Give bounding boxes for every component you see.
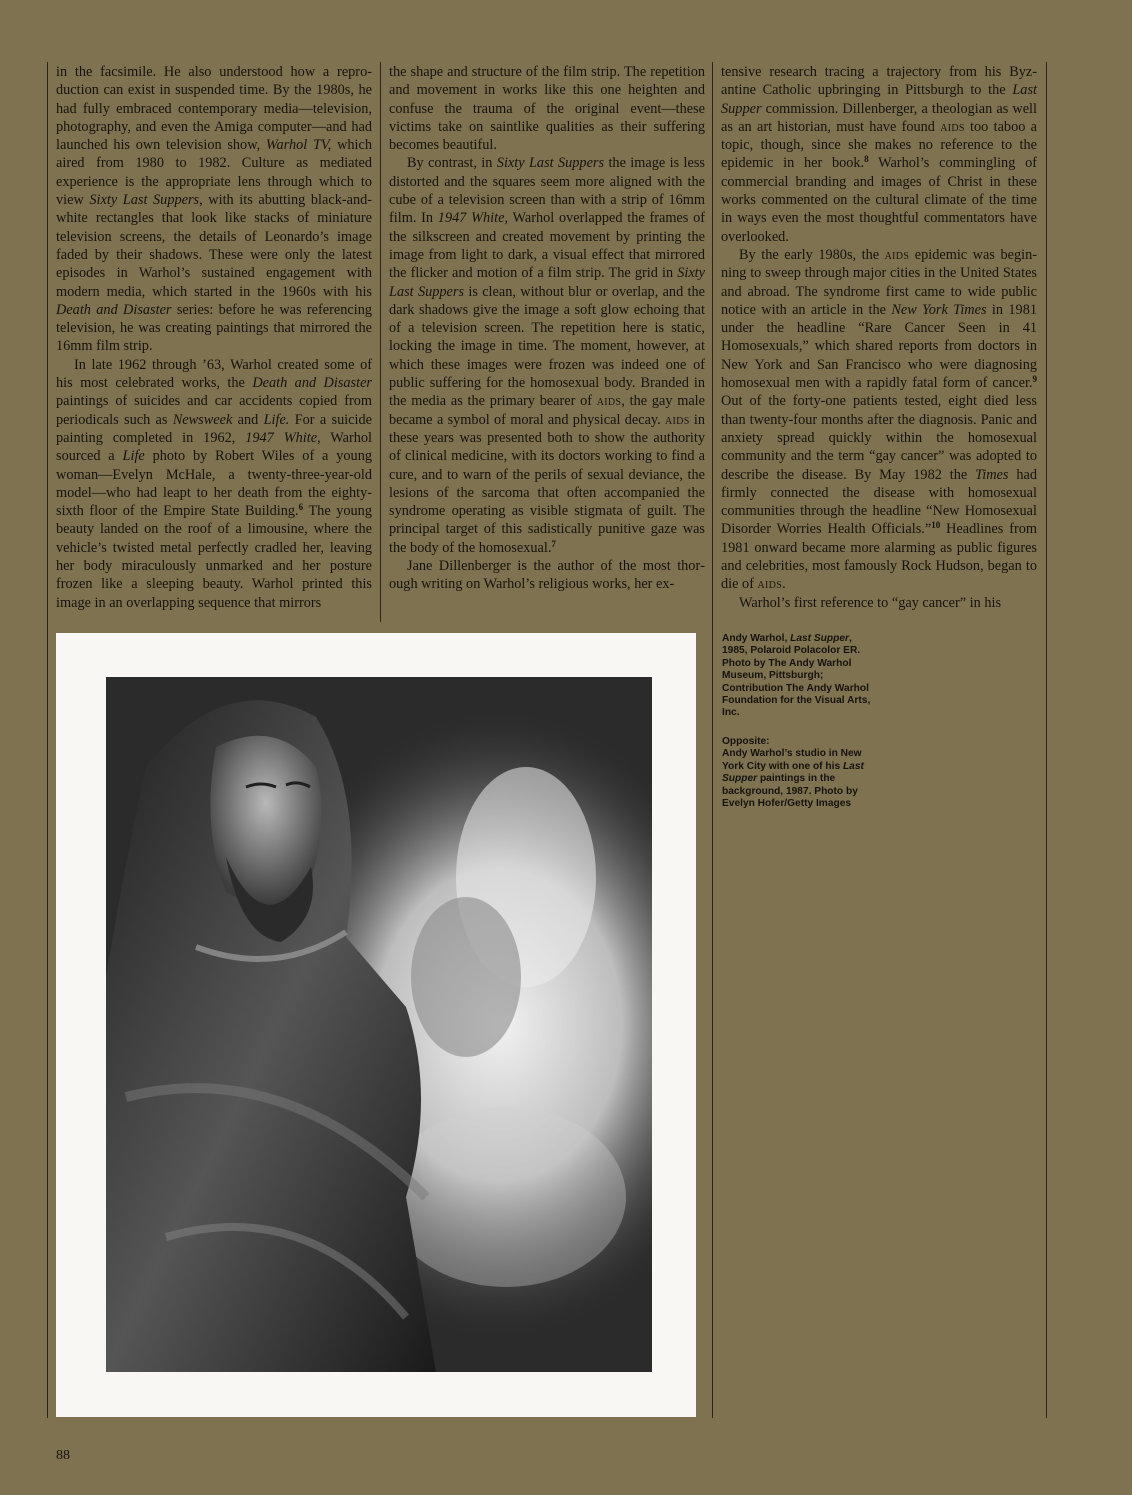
figurine-illustration — [106, 677, 652, 1372]
column-rule-mid1 — [380, 62, 381, 622]
footnote-ref: 9 — [1032, 374, 1037, 385]
paragraph: in the facsimile. He also understood how a reproduction can exist in suspended time. By the 1980s, he had fully embraced contemporary media—television, photography, and even the Amiga computer—and had launched his own television show, Warhol TV, which aired from 1980 to 1982. Culture as mediated experience is the appropriate lens through which to view Sixty Last Suppers, with its abutting black-and-white rectangles that look like stacks of miniature television screens, the details of Leonardo’s image faded by their shadows. These were only the latest episodes in Warhol’s sustained engagement with modern media, which started in the 1960s with his Death and Disaster series: before he was referencing television, he was creating paintings that mirrored the 16mm film strip. — [56, 64, 373, 355]
caption-primary: Andy Warhol, Last Supper, 1985, Polaroid Polacolor ER. Photo by The Andy Warhol Museum, Pittsburgh; Contribution The Andy Warhol Foundation for the Visual Arts, Inc. — [722, 633, 871, 719]
paragraph: By contrast, in Sixty Last Suppers the image is less distorted and the squares seem more aligned with the cube of a television screen than with a strip of 16mm film. In 1947 White, Warhol overlapped the frames of the silkscreen and created movement by printing the image from light to dark, a visual effect that mirrored the flicker and motion of a film strip. The grid in Sixty Last Suppers is clean, without blur or overlap, and the dark shadows give the image a soft glow echoing that of a television screen. The repetition here is static, locking the image in time. The moment, however, at which these images were frozen was indeed one of public suffering for the homosexual body. Branded in the media as the primary bearer of aids, the gay male became a symbol of moral and physical decay. aids in these years was presented both to show the authority of clinical medicine, with its doctors working to find a cure, and to warn of the perils of sexual deviance, the lesions of the sarcoma that often accompanied the syndrome operating as visible stigmata of guilt. The principal target of this sadistically punitive gaze was the body of the homosexual.$^7$ — [389, 155, 706, 556]
paragraph: In late 1962 through ’63, Warhol created some of his most celebrated works, the Death and Disaster paintings of suicides and car accidents copied from periodicals such as Newsweek and Life. For a suicide painting completed in 1962, 1947 White, Warhol sourced a Life photo by Robert Wiles of a young woman—Evelyn McHale, a twenty-three-year-old model—who had leapt to her death from the eighty-sixth floor of the Empire State Building.$^6$ The young beauty landed on the roof of a limousine, where the vehicle’s twisted metal perfectly cradled her, leaving her body miraculously unmarked and her posture frozen like a sleeping beauty. Warhol printed this image in an overlapping sequence that mirrors — [56, 356, 372, 611]
footnote-ref: 8 — [864, 154, 869, 165]
paragraph: By the early 1980s, the aids epidemic was beginning to sweep through major cities in the United States and abroad. The syndrome first came to wide public notice with an article in the New York Times in 1981 under the headline “Rare Cancer Seen in 41 Homosexuals,” which shared reports from doctors in New York and San Francisco who were diagnosing homosexual men with a rapidly fatal form of cancer.$^9$ Out of the forty-one patients tested, eight died less than twenty-four months after the diagnosis. Panic and anxiety spread quickly within the homosexual community and the term “gay cancer” was adopted to describe the disease. By May 1982 the Times had firmly connected the disease with homosexual communities through the headline “New Homosexual Disorder Worries Health Officials.”$^{10}$ Headlines from 1981 onward became more alarming as public figures and celebrities, most famously Rock Hudson, began to die of aids. — [721, 246, 1037, 593]
text-column-1 — [56, 63, 372, 612]
paragraph: tensive research tracing a trajectory from his Byzantine Catholic upbringing in Pittsburgh to the Last Supper commission. Dillenberger, a theologian as well as an art historian, must have found aids too taboo a topic, though, since she makes no reference to the epidemic in her book.$^8$ Warhol’s commingling of commercial branding and images of Christ in these works commented on the cultural climate of the time in ways even the most thoughtful commentators have overlooked. — [721, 64, 1037, 245]
page-number: 88 — [56, 1448, 70, 1463]
footnote-ref: 6 — [298, 502, 304, 513]
footnote-ref: 10 — [931, 520, 941, 531]
caption-opposite-label: Opposite: — [722, 736, 770, 747]
paragraph: the shape and structure of the film strip. The repetition and movement in works like this one heighten and confuse the trauma of the original event—these victims take on saintlike qualities as their suffering becomes beautiful. — [389, 64, 705, 154]
paragraph: Jane Dillenberger is the author of the most thorough writing on Warhol’s religious works, her ex- — [389, 558, 705, 593]
caption-opposite-text: Andy Warhol’s studio in New York City with one of his Last Supper paintings in the background, 1987. Photo by Evelyn Hofer/Getty Images — [722, 748, 864, 810]
last-supper-figurine-photo — [106, 677, 652, 1372]
column-rule-mid2 — [712, 62, 713, 1418]
footnote-ref: 7 — [551, 538, 556, 549]
photo-caption-opposite — [722, 736, 872, 810]
column-rule-left — [47, 62, 48, 1418]
text-column-2 — [389, 63, 705, 594]
polaroid-photo-mat — [56, 633, 696, 1417]
column-rule-right — [1046, 62, 1047, 1418]
paragraph: Warhol’s first reference to “gay cancer” in his — [739, 594, 1002, 611]
text-column-3 — [721, 63, 1037, 612]
photo-caption — [722, 633, 872, 720]
